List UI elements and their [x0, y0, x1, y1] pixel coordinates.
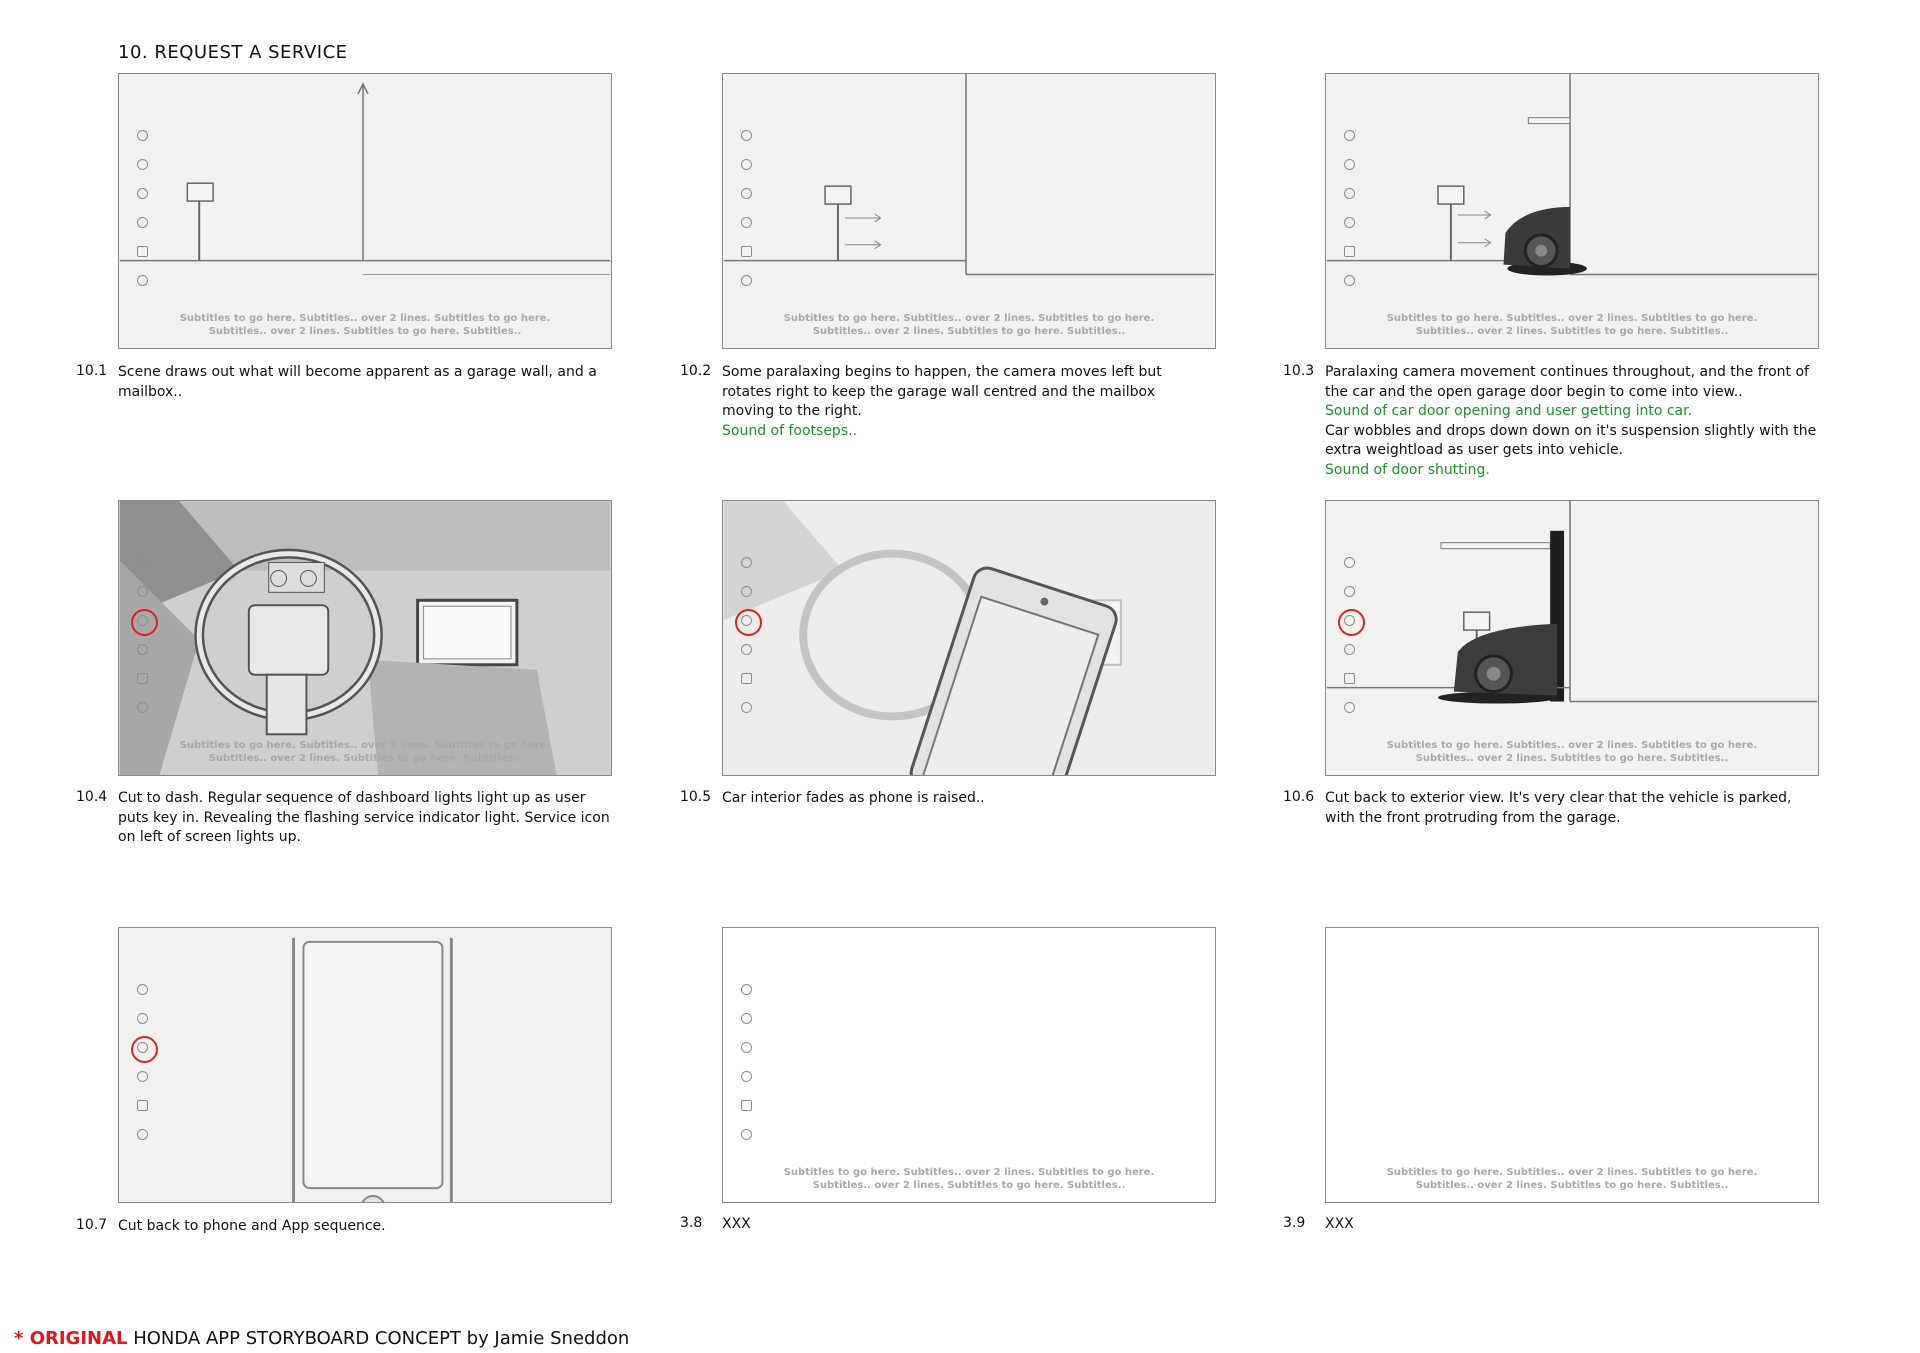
original-label: ORIGINAL [29, 1328, 128, 1349]
steering-icon [741, 1013, 752, 1024]
car-dashboard-sketch [119, 501, 611, 775]
panel-number: 10.1 [76, 363, 108, 379]
app-side-icons [741, 130, 755, 304]
messages-icon [137, 246, 148, 257]
road-assist-icon [137, 217, 148, 228]
phone-support-icon [741, 1129, 752, 1140]
messages-icon [741, 1100, 752, 1111]
panel-number: 10.6 [1283, 789, 1315, 805]
service-icon [137, 188, 148, 199]
road-assist-icon [137, 644, 148, 655]
subtitle-placeholder: Subtitles to go here. Subtitles.. over 2 lines. Subtitles to go here. Subtitles.. over 2 lines. Subtitles to go here. Subtitles.. [1386, 1167, 1758, 1191]
gauge-icon [137, 984, 148, 995]
phone-support-icon [1344, 275, 1355, 286]
steering-icon [137, 159, 148, 170]
panel-number: 10.3 [1283, 363, 1315, 379]
messages-icon [1344, 246, 1355, 257]
app-side-icons [137, 130, 151, 304]
footer-credit: * ORIGINAL HONDA APP STORYBOARD CONCEPT by Jamie Sneddon [14, 1328, 630, 1349]
panel-number: 10.4 [76, 789, 108, 805]
panel-caption: XXX [1325, 1216, 1354, 1232]
messages-icon [137, 673, 148, 684]
storyboard-panel-3-9 [1325, 927, 1819, 1203]
phone-app-screen-sketch [119, 928, 611, 1202]
panel-caption: Cut back to exterior view. It's very clear that the vehicle is parked, with the front protruding from the garage. [1325, 790, 1792, 826]
steering-icon [741, 159, 752, 170]
app-side-icons [137, 984, 151, 1158]
panel-number: 3.9 [1283, 1215, 1306, 1231]
panel-caption: Car interior fades as phone is raised.. [722, 790, 985, 806]
messages-icon [1344, 673, 1355, 684]
subtitle-placeholder: Subtitles to go here. Subtitles.. over 2 lines. Subtitles to go here. Subtitles.. over 2 lines. Subtitles to go here. Subtitles.. [783, 313, 1155, 337]
app-side-icons [741, 557, 755, 731]
service-icon-highlighted [137, 1042, 148, 1053]
phone-support-icon [137, 1129, 148, 1140]
panel-caption: Some paralaxing begins to happen, the camera moves left but rotates right to keep the garage wall centred and the mailbox moving to the right. Sound of footseps.. [722, 364, 1162, 439]
phone-support-icon [1344, 702, 1355, 713]
app-side-icons [1344, 557, 1358, 731]
panel-number: 10.5 [680, 789, 712, 805]
service-icon [741, 1042, 752, 1053]
panel-caption: XXX [722, 1216, 751, 1232]
subtitle-placeholder: Subtitles to go here. Subtitles.. over 2 lines. Subtitles to go here. Subtitles.. over 2 lines. Subtitles to go here. Subtitles.. [179, 740, 551, 764]
storyboard-panel-10-1 [118, 73, 612, 349]
steering-icon [137, 1013, 148, 1024]
road-assist-icon [137, 1071, 148, 1082]
subtitle-placeholder: Subtitles to go here. Subtitles.. over 2 lines. Subtitles to go here. Subtitles.. over 2 lines. Subtitles to go here. Subtitles.. [1386, 740, 1758, 764]
panel-number: 10.7 [76, 1217, 108, 1233]
car-parked-garage-sketch [1326, 501, 1818, 775]
phone-support-icon [741, 275, 752, 286]
steering-icon [1344, 586, 1355, 597]
panel-caption: Cut to dash. Regular sequence of dashboard lights light up as user puts key in. Revealing the flashing service indicator light. Service icon on left of screen lights up. [118, 790, 610, 845]
storyboard-panel-10-5 [722, 500, 1216, 776]
storyboard-panel-3-8 [722, 927, 1216, 1203]
gauge-icon [1344, 557, 1355, 568]
storyboard-panel-10-7 [118, 927, 612, 1203]
service-icon-highlighted [137, 615, 148, 626]
phone-support-icon [137, 702, 148, 713]
gauge-icon [1344, 130, 1355, 141]
phone-raised-sketch [723, 501, 1215, 775]
service-icon [741, 188, 752, 199]
garage-wall-mailbox-sketch [119, 74, 611, 348]
messages-icon [137, 1100, 148, 1111]
car-front-garage-sketch [1326, 74, 1818, 348]
service-icon [1344, 188, 1355, 199]
paralax-garage-sketch [723, 74, 1215, 348]
subtitle-placeholder: Subtitles to go here. Subtitles.. over 2 lines. Subtitles to go here. Subtitles.. over 2 lines. Subtitles to go here. Subtitles.. [179, 313, 551, 337]
phone-support-icon [741, 702, 752, 713]
steering-icon [741, 586, 752, 597]
road-assist-icon [1344, 644, 1355, 655]
panel-number: 3.8 [680, 1215, 703, 1231]
gauge-icon [741, 984, 752, 995]
steering-icon [1344, 159, 1355, 170]
panel-caption: Paralaxing camera movement continues throughout, and the front of the car and the open garage door begin to come into view.. Sound of car door opening and user getting into car. Car wobbles and drops down down on it's suspension slightly with the extra weightload as user gets into vehicle. Sound of door shutting. [1325, 364, 1817, 478]
subtitle-placeholder: Subtitles to go here. Subtitles.. over 2 lines. Subtitles to go here. Subtitles.. over 2 lines. Subtitles to go here. Subtitles.. [783, 1167, 1155, 1191]
app-side-icons [137, 557, 151, 731]
gauge-icon [137, 130, 148, 141]
steering-icon [137, 586, 148, 597]
gauge-icon [137, 557, 148, 568]
storyboard-panel-10-4 [118, 500, 612, 776]
storyboard-panel-10-2 [722, 73, 1216, 349]
panel-number: 10.2 [680, 363, 712, 379]
app-side-icons [741, 984, 755, 1158]
gauge-icon [741, 557, 752, 568]
panel-caption: Scene draws out what will become apparent as a garage wall, and a mailbox.. [118, 364, 597, 400]
phone-support-icon [137, 275, 148, 286]
road-assist-icon [741, 644, 752, 655]
panel-caption: Cut back to phone and App sequence. [118, 1218, 386, 1234]
app-side-icons [1344, 130, 1358, 304]
road-assist-icon [741, 217, 752, 228]
storyboard-panel-10-6 [1325, 500, 1819, 776]
messages-icon [741, 673, 752, 684]
road-assist-icon [1344, 217, 1355, 228]
messages-icon [741, 246, 752, 257]
subtitle-placeholder: Subtitles to go here. Subtitles.. over 2 lines. Subtitles to go here. Subtitles.. over 2 lines. Subtitles to go here. Subtitles.. [1386, 313, 1758, 337]
service-icon-highlighted [1344, 615, 1355, 626]
service-icon-highlighted [741, 615, 752, 626]
gauge-icon [741, 130, 752, 141]
road-assist-icon [741, 1071, 752, 1082]
page-title: 10. REQUEST A SERVICE [118, 42, 348, 63]
storyboard-panel-10-3 [1325, 73, 1819, 349]
